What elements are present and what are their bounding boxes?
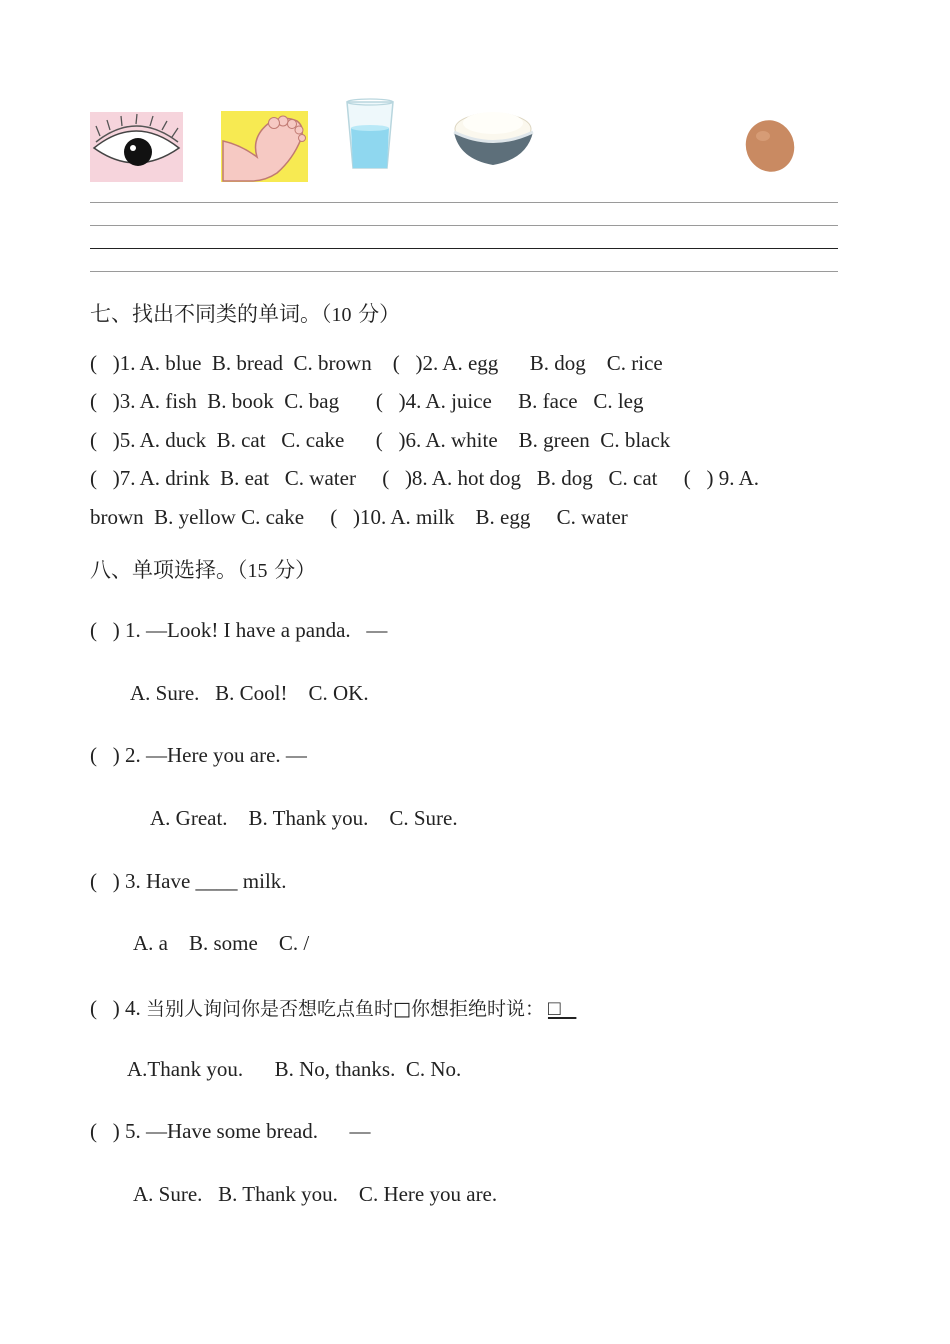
- egg-picture: [743, 118, 797, 174]
- writing-line-4: [90, 271, 838, 272]
- section-7-title: 七、找出不同类的单词。（10 分）: [90, 302, 401, 326]
- question-5-options: A. Sure. B. Thank you. C. Here you are.: [133, 1182, 498, 1206]
- question-5: ( ) 5. —Have some bread. —: [90, 1119, 371, 1143]
- section-7-line-5: brown B. yellow C. cake ( )10. A. milk B. egg C. water: [90, 505, 628, 529]
- question-4-text: 当别人询问你是否想吃点鱼时□你想拒绝时说：: [146, 998, 544, 1020]
- writing-line-1: [90, 202, 838, 203]
- section-7-line-1: ( )1. A. blue B. bread C. brown ( )2. A. egg B. dog C. rice: [90, 351, 663, 375]
- section-8-title: 八、单项选择。（15 分）: [90, 558, 317, 582]
- section-7-line-4: ( )7. A. drink B. eat C. water ( )8. A. hot dog B. dog C. cat ( ) 9. A.: [90, 466, 760, 490]
- water-picture: [344, 98, 396, 172]
- glass-of-water-icon: [344, 98, 396, 172]
- rice-picture: [451, 107, 536, 167]
- foot-picture: [221, 111, 308, 182]
- eye-picture: [90, 112, 183, 182]
- question-1-options: A. Sure. B. Cool! C. OK.: [130, 681, 369, 705]
- egg-icon: [743, 118, 797, 174]
- section-7-line-3: ( )5. A. duck B. cat C. cake ( )6. A. white B. green C. black: [90, 428, 671, 452]
- writing-line-3: [90, 248, 838, 249]
- question-2: ( ) 2. —Here you are. —: [90, 743, 307, 767]
- question-1: ( ) 1. —Look! I have a panda. —: [90, 618, 388, 642]
- question-2-options: A. Great. B. Thank you. C. Sure.: [150, 806, 458, 830]
- question-4: ( ) 4. 当别人询问你是否想吃点鱼时□你想拒绝时说： □: [90, 996, 577, 1020]
- question-4-options: A.Thank you. B. No, thanks. C. No.: [127, 1057, 462, 1081]
- question-3: ( ) 3. Have ____ milk.: [90, 869, 287, 893]
- question-4-blank: □: [547, 996, 577, 1020]
- bowl-of-rice-icon: [451, 107, 536, 167]
- writing-line-2: [90, 225, 838, 226]
- eye-icon: [90, 112, 183, 182]
- section-7-line-2: ( )3. A. fish B. book C. bag ( )4. A. juice B. face C. leg: [90, 389, 644, 413]
- foot-icon: [221, 111, 308, 182]
- question-3-options: A. a B. some C. /: [133, 931, 310, 955]
